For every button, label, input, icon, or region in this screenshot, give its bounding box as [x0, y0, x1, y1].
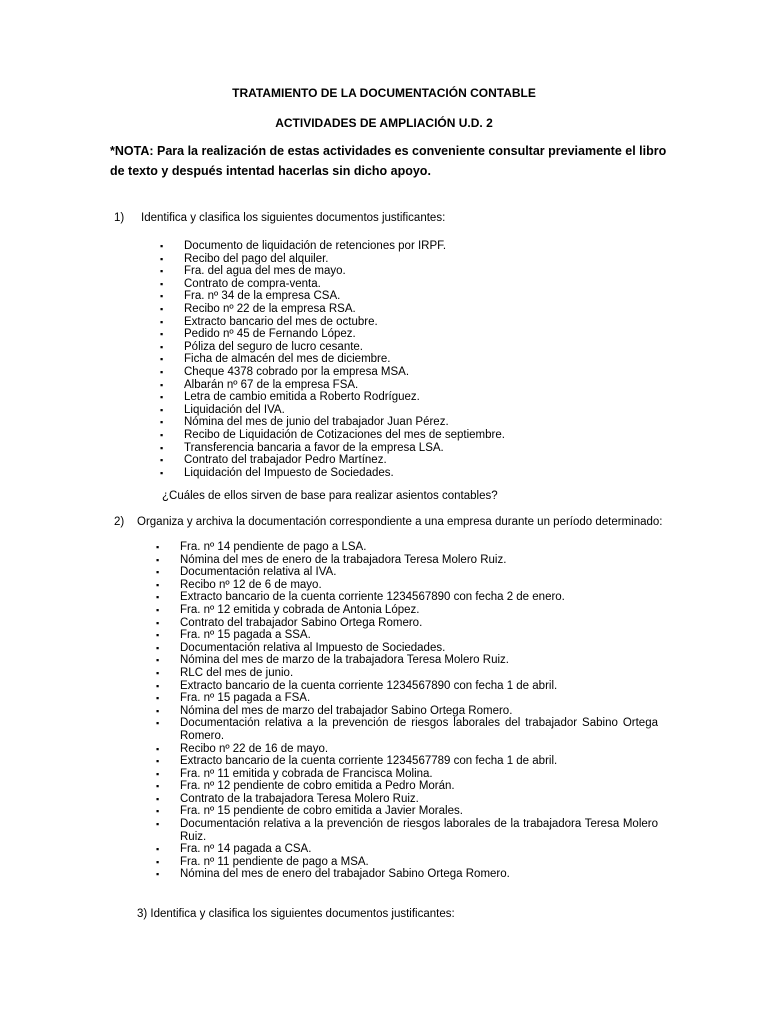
- list-item-text: Fra. del agua del mes de mayo.: [184, 265, 346, 278]
- square-bullet-icon: ▪: [160, 341, 164, 352]
- list-item-text: Liquidación del Impuesto de Sociedades.: [184, 466, 394, 479]
- square-bullet-icon: ▪: [156, 542, 160, 552]
- square-bullet-icon: ▪: [160, 354, 164, 365]
- square-bullet-icon: ▪: [156, 693, 160, 704]
- square-bullet-icon: ▪: [156, 579, 160, 590]
- list-item-text: Transferencia bancaria a favor de la empresa LSA.: [184, 441, 444, 454]
- list-item: [156, 579, 658, 592]
- list-item: [160, 366, 505, 379]
- square-bullet-icon: ▪: [156, 869, 160, 880]
- list-item: [160, 404, 505, 417]
- list-item: [160, 442, 505, 455]
- square-bullet-icon: ▪: [160, 429, 164, 440]
- list-item-text: Extracto bancario del mes de octubre.: [184, 315, 378, 328]
- list-item: [156, 856, 658, 869]
- list-item: [156, 566, 658, 579]
- square-bullet-icon: ▪: [160, 417, 164, 428]
- square-bullet-icon: ▪: [160, 278, 164, 289]
- square-bullet-icon: ▪: [160, 291, 164, 302]
- list-item-text: Contrato de la trabajadora Teresa Molero Ruiz.: [180, 792, 419, 805]
- list-item-text: Recibo nº 22 de la empresa RSA.: [184, 302, 356, 315]
- list-item-text: Contrato del trabajador Sabino Ortega Romero.: [180, 616, 423, 629]
- list-item-text: Letra de cambio emitida a Roberto Rodríguez.: [184, 391, 420, 404]
- list-item: [156, 755, 658, 768]
- list-item: [156, 805, 658, 818]
- list-item: [156, 604, 658, 617]
- square-bullet-icon: ▪: [160, 467, 164, 478]
- list-item-text: Contrato del trabajador Pedro Martínez.: [184, 454, 387, 467]
- list-item: [160, 391, 505, 404]
- square-bullet-icon: ▪: [156, 554, 160, 565]
- list-item: [160, 316, 505, 329]
- list-item-text: Albarán nº 67 de la empresa FSA.: [184, 378, 359, 391]
- square-bullet-icon: ▪: [156, 705, 160, 716]
- list-item: [156, 843, 658, 856]
- square-bullet-icon: ▪: [160, 379, 164, 390]
- list-item: [160, 416, 505, 429]
- list-item-text: Documentación relativa a la prevención de riesgos laborales del trabajador Sabino Ortega Romero.: [180, 717, 658, 742]
- question-1-document-list: [160, 240, 505, 479]
- square-bullet-icon: ▪: [160, 455, 164, 466]
- list-item-text: Ficha de almacén del mes de diciembre.: [184, 353, 391, 366]
- list-item: [160, 240, 505, 253]
- list-item: [156, 717, 658, 742]
- square-bullet-icon: ▪: [156, 819, 160, 830]
- document-title: TRATAMIENTO DE LA DOCUMENTACIÓN CONTABLE: [232, 86, 536, 100]
- list-item: [156, 818, 658, 843]
- list-item: [156, 591, 658, 604]
- square-bullet-icon: ▪: [160, 266, 164, 277]
- square-bullet-icon: ▪: [156, 781, 160, 792]
- list-item: [156, 680, 658, 693]
- list-item-text: Cheque 4378 cobrado por la empresa MSA.: [184, 365, 410, 378]
- list-item-text: Documentación relativa al Impuesto de Sociedades.: [180, 641, 446, 654]
- list-item: [156, 629, 658, 642]
- square-bullet-icon: ▪: [156, 667, 160, 678]
- question-1-subquestion: ¿Cuáles de ellos sirven de base para realizar asientos contables?: [162, 490, 498, 502]
- square-bullet-icon: ▪: [160, 253, 164, 264]
- square-bullet-icon: ▪: [156, 655, 160, 666]
- list-item: [160, 454, 505, 467]
- square-bullet-icon: ▪: [160, 366, 164, 377]
- square-bullet-icon: ▪: [156, 680, 160, 691]
- list-item-text: Fra. nº 14 pagada a CSA.: [180, 843, 312, 856]
- list-item: [156, 793, 658, 806]
- list-item: [156, 743, 658, 756]
- square-bullet-icon: ▪: [156, 718, 160, 729]
- list-item-text: RLC del mes de junio.: [180, 666, 294, 679]
- list-item: [156, 667, 658, 680]
- list-item-text: Recibo nº 12 de 6 de mayo.: [180, 578, 322, 591]
- list-item-text: Fra. nº 15 pendiente de cobro emitida a Javier Morales.: [180, 805, 463, 818]
- square-bullet-icon: ▪: [156, 642, 160, 653]
- square-bullet-icon: ▪: [156, 756, 160, 767]
- list-item: [156, 617, 658, 630]
- question-2-document-list: [156, 541, 658, 881]
- list-item-text: Nómina del mes de marzo del trabajador Sabino Ortega Romero.: [180, 704, 513, 717]
- list-item: [160, 328, 505, 341]
- square-bullet-icon: ▪: [156, 768, 160, 779]
- list-item-text: Póliza del seguro de lucro cesante.: [184, 340, 363, 353]
- square-bullet-icon: ▪: [156, 567, 160, 578]
- list-item-text: Recibo del pago del alquiler.: [184, 252, 329, 265]
- list-item: [156, 554, 658, 567]
- question-2-number: 2): [114, 516, 125, 528]
- list-item: [160, 341, 505, 354]
- question-2-text: Organiza y archiva la documentación correspondiente a una empresa durante un período determinado:: [137, 516, 663, 528]
- list-item: [160, 467, 505, 480]
- list-item-text: Documentación relativa al IVA.: [180, 566, 337, 579]
- square-bullet-icon: ▪: [156, 844, 160, 855]
- list-item-text: Fra. nº 12 emitida y cobrada de Antonia López.: [180, 603, 420, 616]
- list-item-text: Fra. nº 11 emitida y cobrada de Francisca Molina.: [180, 767, 433, 780]
- square-bullet-icon: ▪: [156, 856, 160, 867]
- list-item-text: Fra. nº 12 pendiente de cobro emitida a Pedro Morán.: [180, 780, 455, 793]
- list-item: [156, 780, 658, 793]
- list-item-text: Extracto bancario de la cuenta corriente 1234567789 con fecha 1 de abril.: [180, 755, 558, 768]
- list-item: [156, 692, 658, 705]
- square-bullet-icon: ▪: [160, 404, 164, 415]
- list-item-text: Pedido nº 45 de Fernando López.: [184, 328, 356, 341]
- list-item: [156, 541, 658, 554]
- list-item: [156, 868, 658, 881]
- list-item: [160, 278, 505, 291]
- list-item: [156, 642, 658, 655]
- list-item: [160, 253, 505, 266]
- document-subtitle: ACTIVIDADES DE AMPLIACIÓN U.D. 2: [275, 116, 493, 130]
- question-1-text: Identifica y clasifica los siguientes documentos justificantes:: [141, 212, 446, 224]
- note-paragraph: *NOTA: Para la realización de estas actividades es conveniente consultar previamente el libro de texto y después intentad hacerlas sin dicho apoyo.: [110, 144, 667, 178]
- square-bullet-icon: ▪: [156, 806, 160, 817]
- list-item-text: Extracto bancario de la cuenta corriente 1234567890 con fecha 2 de enero.: [180, 591, 565, 604]
- list-item-text: Nómina del mes de enero del trabajador Sabino Ortega Romero.: [180, 868, 510, 881]
- square-bullet-icon: ▪: [160, 329, 164, 340]
- list-item: [156, 654, 658, 667]
- list-item-text: Extracto bancario de la cuenta corriente 1234567890 con fecha 1 de abril.: [180, 679, 558, 692]
- square-bullet-icon: ▪: [156, 592, 160, 603]
- square-bullet-icon: ▪: [160, 303, 164, 314]
- question-1-number: 1): [114, 212, 125, 224]
- list-item: [160, 265, 505, 278]
- list-item-text: Nómina del mes de enero de la trabajadora Teresa Molero Ruiz.: [180, 553, 507, 566]
- list-item-text: Fra. nº 34 de la empresa CSA.: [184, 290, 341, 303]
- list-item-text: Documentación relativa a la prevención de riesgos laborales de la trabajadora Teresa Molero Ruiz.: [180, 818, 658, 843]
- list-item: [156, 705, 658, 718]
- square-bullet-icon: ▪: [156, 630, 160, 641]
- list-item-text: Fra. nº 15 pagada a FSA.: [180, 692, 311, 705]
- square-bullet-icon: ▪: [160, 392, 164, 403]
- square-bullet-icon: ▪: [160, 442, 164, 453]
- square-bullet-icon: ▪: [156, 793, 160, 804]
- question-3-text: 3) Identifica y clasifica los siguientes documentos justificantes:: [137, 908, 455, 920]
- square-bullet-icon: ▪: [156, 604, 160, 615]
- list-item-text: Nómina del mes de junio del trabajador Juan Pérez.: [184, 416, 449, 429]
- list-item-text: Fra. nº 15 pagada a SSA.: [180, 629, 311, 642]
- list-item: [160, 353, 505, 366]
- square-bullet-icon: ▪: [156, 743, 160, 754]
- square-bullet-icon: ▪: [160, 241, 164, 251]
- list-item-text: Fra. nº 11 pendiente de pago a MSA.: [180, 855, 369, 868]
- list-item-text: Liquidación del IVA.: [184, 403, 285, 416]
- list-item: [160, 379, 505, 392]
- list-item: [156, 768, 658, 781]
- list-item: [160, 429, 505, 442]
- list-item-text: Recibo nº 22 de 16 de mayo.: [180, 742, 329, 755]
- list-item-text: Nómina del mes de marzo de la trabajadora Teresa Molero Ruiz.: [180, 654, 509, 667]
- list-item-text: Fra. nº 14 pendiente de pago a LSA.: [180, 541, 367, 553]
- list-item-text: Documento de liquidación de retenciones por IRPF.: [184, 240, 447, 252]
- square-bullet-icon: ▪: [156, 617, 160, 628]
- list-item: [160, 290, 505, 303]
- list-item-text: Recibo de Liquidación de Cotizaciones del mes de septiembre.: [184, 428, 505, 441]
- square-bullet-icon: ▪: [160, 316, 164, 327]
- list-item-text: Contrato de compra-venta.: [184, 277, 321, 290]
- list-item: [160, 303, 505, 316]
